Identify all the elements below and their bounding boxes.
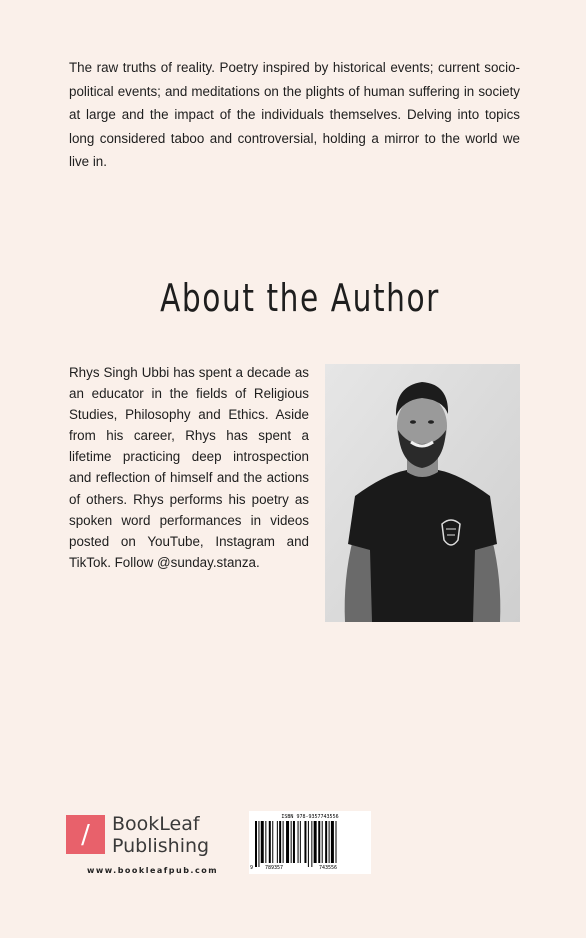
barcode-bar [304,821,306,863]
about-author-heading: About the Author [160,276,440,320]
barcode-bar [293,821,295,863]
barcode-bar [279,821,281,863]
barcode-bar [298,821,299,863]
barcode-bar [318,821,320,863]
barcode-bar [269,821,271,863]
barcode-bar [314,821,317,863]
barcode-bar [311,821,312,867]
barcode-bars-icon [255,821,365,867]
barcode-bar [272,821,273,863]
barcode-bar [265,821,266,863]
barcode-bar [277,821,278,863]
barcode-bar [283,821,284,863]
publisher-name-line1: BookLeaf [112,813,200,835]
barcode-bar [322,821,323,863]
barcode-bar [255,821,257,867]
barcode-digit-lead: 9 [250,865,254,871]
barcode-bar [261,821,264,863]
publisher-mark-icon: / [66,815,105,854]
barcode-bar [286,821,289,863]
isbn-label: ISBN 978-9357743556 [281,814,339,820]
barcode-bar [308,821,309,867]
barcode-bar [258,821,259,867]
author-photo [325,364,520,622]
barcode-bar [336,821,337,863]
barcode-bar [291,821,292,863]
barcode-bar [331,821,334,863]
barcode-bar [300,821,301,863]
barcode-bar [325,821,327,863]
author-bio: Rhys Singh Ubbi has spent a decade as an educator in the fields of Religious Studies, Philosophy and Ethics. Aside from his career, Rhys has spent a lifetime practicing deep introspection and reflection of himself and the actions of others. Rhys performs his poetry as spoken word performances in videos posted on YouTube, Instagram and TikTok. Follow @sunday.stanza. [69,365,309,570]
isbn-barcode [249,811,371,874]
barcode-digit-group2: 743556 [319,865,338,871]
barcode-digit-group1: 789357 [265,865,284,871]
publisher-name [112,813,232,857]
publisher-name-line2: Publishing [112,835,210,857]
barcode-bar [329,821,330,863]
back-cover-blurb: The raw truths of reality. Poetry inspired by historical events; current socio-political events; and meditations on the plights of human suffering in society at large and the impact of the individuals themselves. Delving into topics long considered taboo and controversial, holding a mirror to the world we live in. [69,60,520,170]
publisher-url: www.bookleafpub.com [87,866,219,875]
